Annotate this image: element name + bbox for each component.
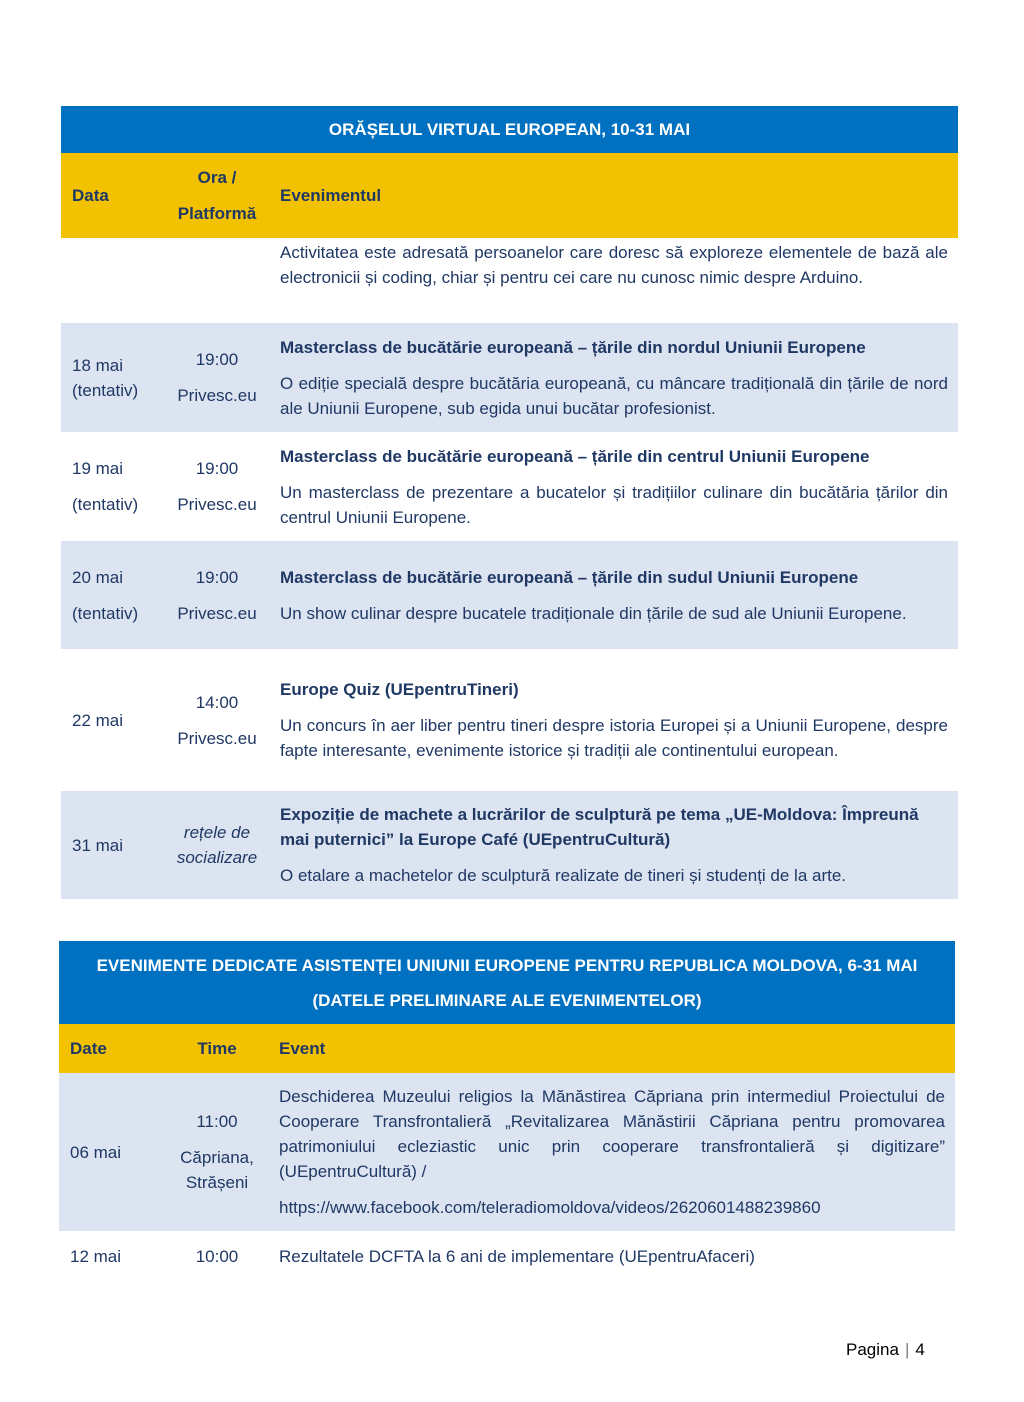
table-row <box>61 432 958 541</box>
event-cell <box>280 432 958 541</box>
event-desc: Un masterclass de prezentare a bucatelor și tradițiilor culinare din bucătăria țărilor din centrul Uniunii Europene. <box>280 482 948 527</box>
event-date: 12 mai <box>70 1246 122 1266</box>
event-date: 18 mai (tentativ) <box>61 323 154 432</box>
event-title: Europe Quiz (UEpentruTineri) <box>280 680 519 699</box>
table-title: ORĂȘELUL VIRTUAL EUROPEAN, 10-31 MAI <box>61 106 958 153</box>
header-event: Evenimentul <box>280 153 958 238</box>
table-row <box>61 323 958 432</box>
table-row <box>59 1231 955 1281</box>
event-desc: Un concurs în aer liber pentru tineri despre istoria Europei și a Uniunii Europene, despre fapte interesante, evenimente istorice și tradiții ale continentului european. <box>280 716 948 760</box>
event-date: 22 mai <box>72 710 124 730</box>
page-number: 4 <box>915 1340 925 1359</box>
event-desc: Deschiderea Muzeului religios la Mănăstirea Căpriana prin intermediul Proiectului de Cooperare Transfrontalieră „Revitalizarea Mănăstirii Căpriana pentru promovarea patrimoniului ecleziastic unic prin cooperare transfrontalieră și digitizare” (UEpentruCultură) / <box>279 1087 945 1181</box>
table-row <box>61 649 958 791</box>
table-row <box>61 541 958 649</box>
event-title: Masterclass de bucătărie europeană – țările din nordul Uniunii Europene <box>280 337 866 357</box>
event-desc: O etalare a machetelor de sculptură realizate de tineri și studenți de la arte. <box>280 866 847 885</box>
event-time: 19:00 Privesc.eu <box>154 323 280 432</box>
event-time: 19:00 Privesc.eu <box>177 459 257 514</box>
event-cell <box>280 791 958 899</box>
header-event: Event <box>279 1024 955 1073</box>
table-orasel-virtual <box>61 106 958 899</box>
event-cell <box>279 1073 955 1231</box>
event-date: 06 mai <box>59 1073 155 1231</box>
event-cell <box>280 323 958 432</box>
table-row <box>61 238 958 323</box>
header-date: Data <box>61 153 154 238</box>
page-footer <box>846 1340 925 1360</box>
header-time: Time <box>155 1024 279 1073</box>
event-title: Masterclass de bucătărie europeană – țările din centrul Uniunii Europene <box>280 446 870 466</box>
event-date: 31 mai <box>61 791 154 899</box>
event-time: 19:00 Privesc.eu <box>154 541 280 649</box>
header-ora: Ora / Platformă <box>154 153 280 238</box>
event-title: Expoziție de machete a lucrărilor de sculptură pe tema „UE-Moldova: Împreună mai puternici” la Europe Café (UEpentruCultură) <box>280 805 919 849</box>
page-label: Pagina <box>846 1340 899 1359</box>
event-time: 11:00 Căpriana, Strășeni <box>155 1073 279 1231</box>
event-cell <box>280 649 958 791</box>
table-title: EVENIMENTE DEDICATE ASISTENȚEI UNIUNII EUROPENE PENTRU REPUBLICA MOLDOVA, 6-31 MAI (DATELE PRELIMINARE ALE EVENIMENTELOR) <box>59 941 955 1024</box>
table-row <box>61 791 958 899</box>
event-time: 10:00 <box>195 1246 239 1266</box>
event-time: 14:00 Privesc.eu <box>177 692 257 748</box>
event-platform: rețele de socializare <box>154 791 280 899</box>
event-desc: Un show culinar despre bucatele tradiționale din țările de sud ale Uniunii Europene. <box>280 603 907 623</box>
event-desc: O ediție specială despre bucătăria europeană, cu mâncare tradițională din țările de nord ale Uniunii Europene, sub egida unui bucătar profesionist. <box>280 373 948 418</box>
table-row <box>59 1073 955 1231</box>
event-cell <box>280 541 958 649</box>
table-evenimente-asistenta <box>59 941 955 1281</box>
event-date: 19 mai (tentativ) <box>72 459 139 514</box>
event-desc: Rezultatele DCFTA la 6 ani de implementare (UEpentruAfaceri) <box>279 1246 755 1266</box>
event-date: 20 mai (tentativ) <box>61 541 154 649</box>
event-link[interactable]: https://www.facebook.com/teleradiomoldova/videos/2620601488239860 <box>279 1198 821 1217</box>
header-date: Date <box>59 1024 155 1073</box>
page-separator: | <box>904 1340 910 1359</box>
continuation-text: Activitatea este adresată persoanelor care doresc să exploreze elementele de bază ale electronicii și coding, chiar și pentru cei care nu cunosc nimic despre Arduino. <box>280 243 948 287</box>
event-title: Masterclass de bucătărie europeană – țările din sudul Uniunii Europene <box>280 567 859 587</box>
